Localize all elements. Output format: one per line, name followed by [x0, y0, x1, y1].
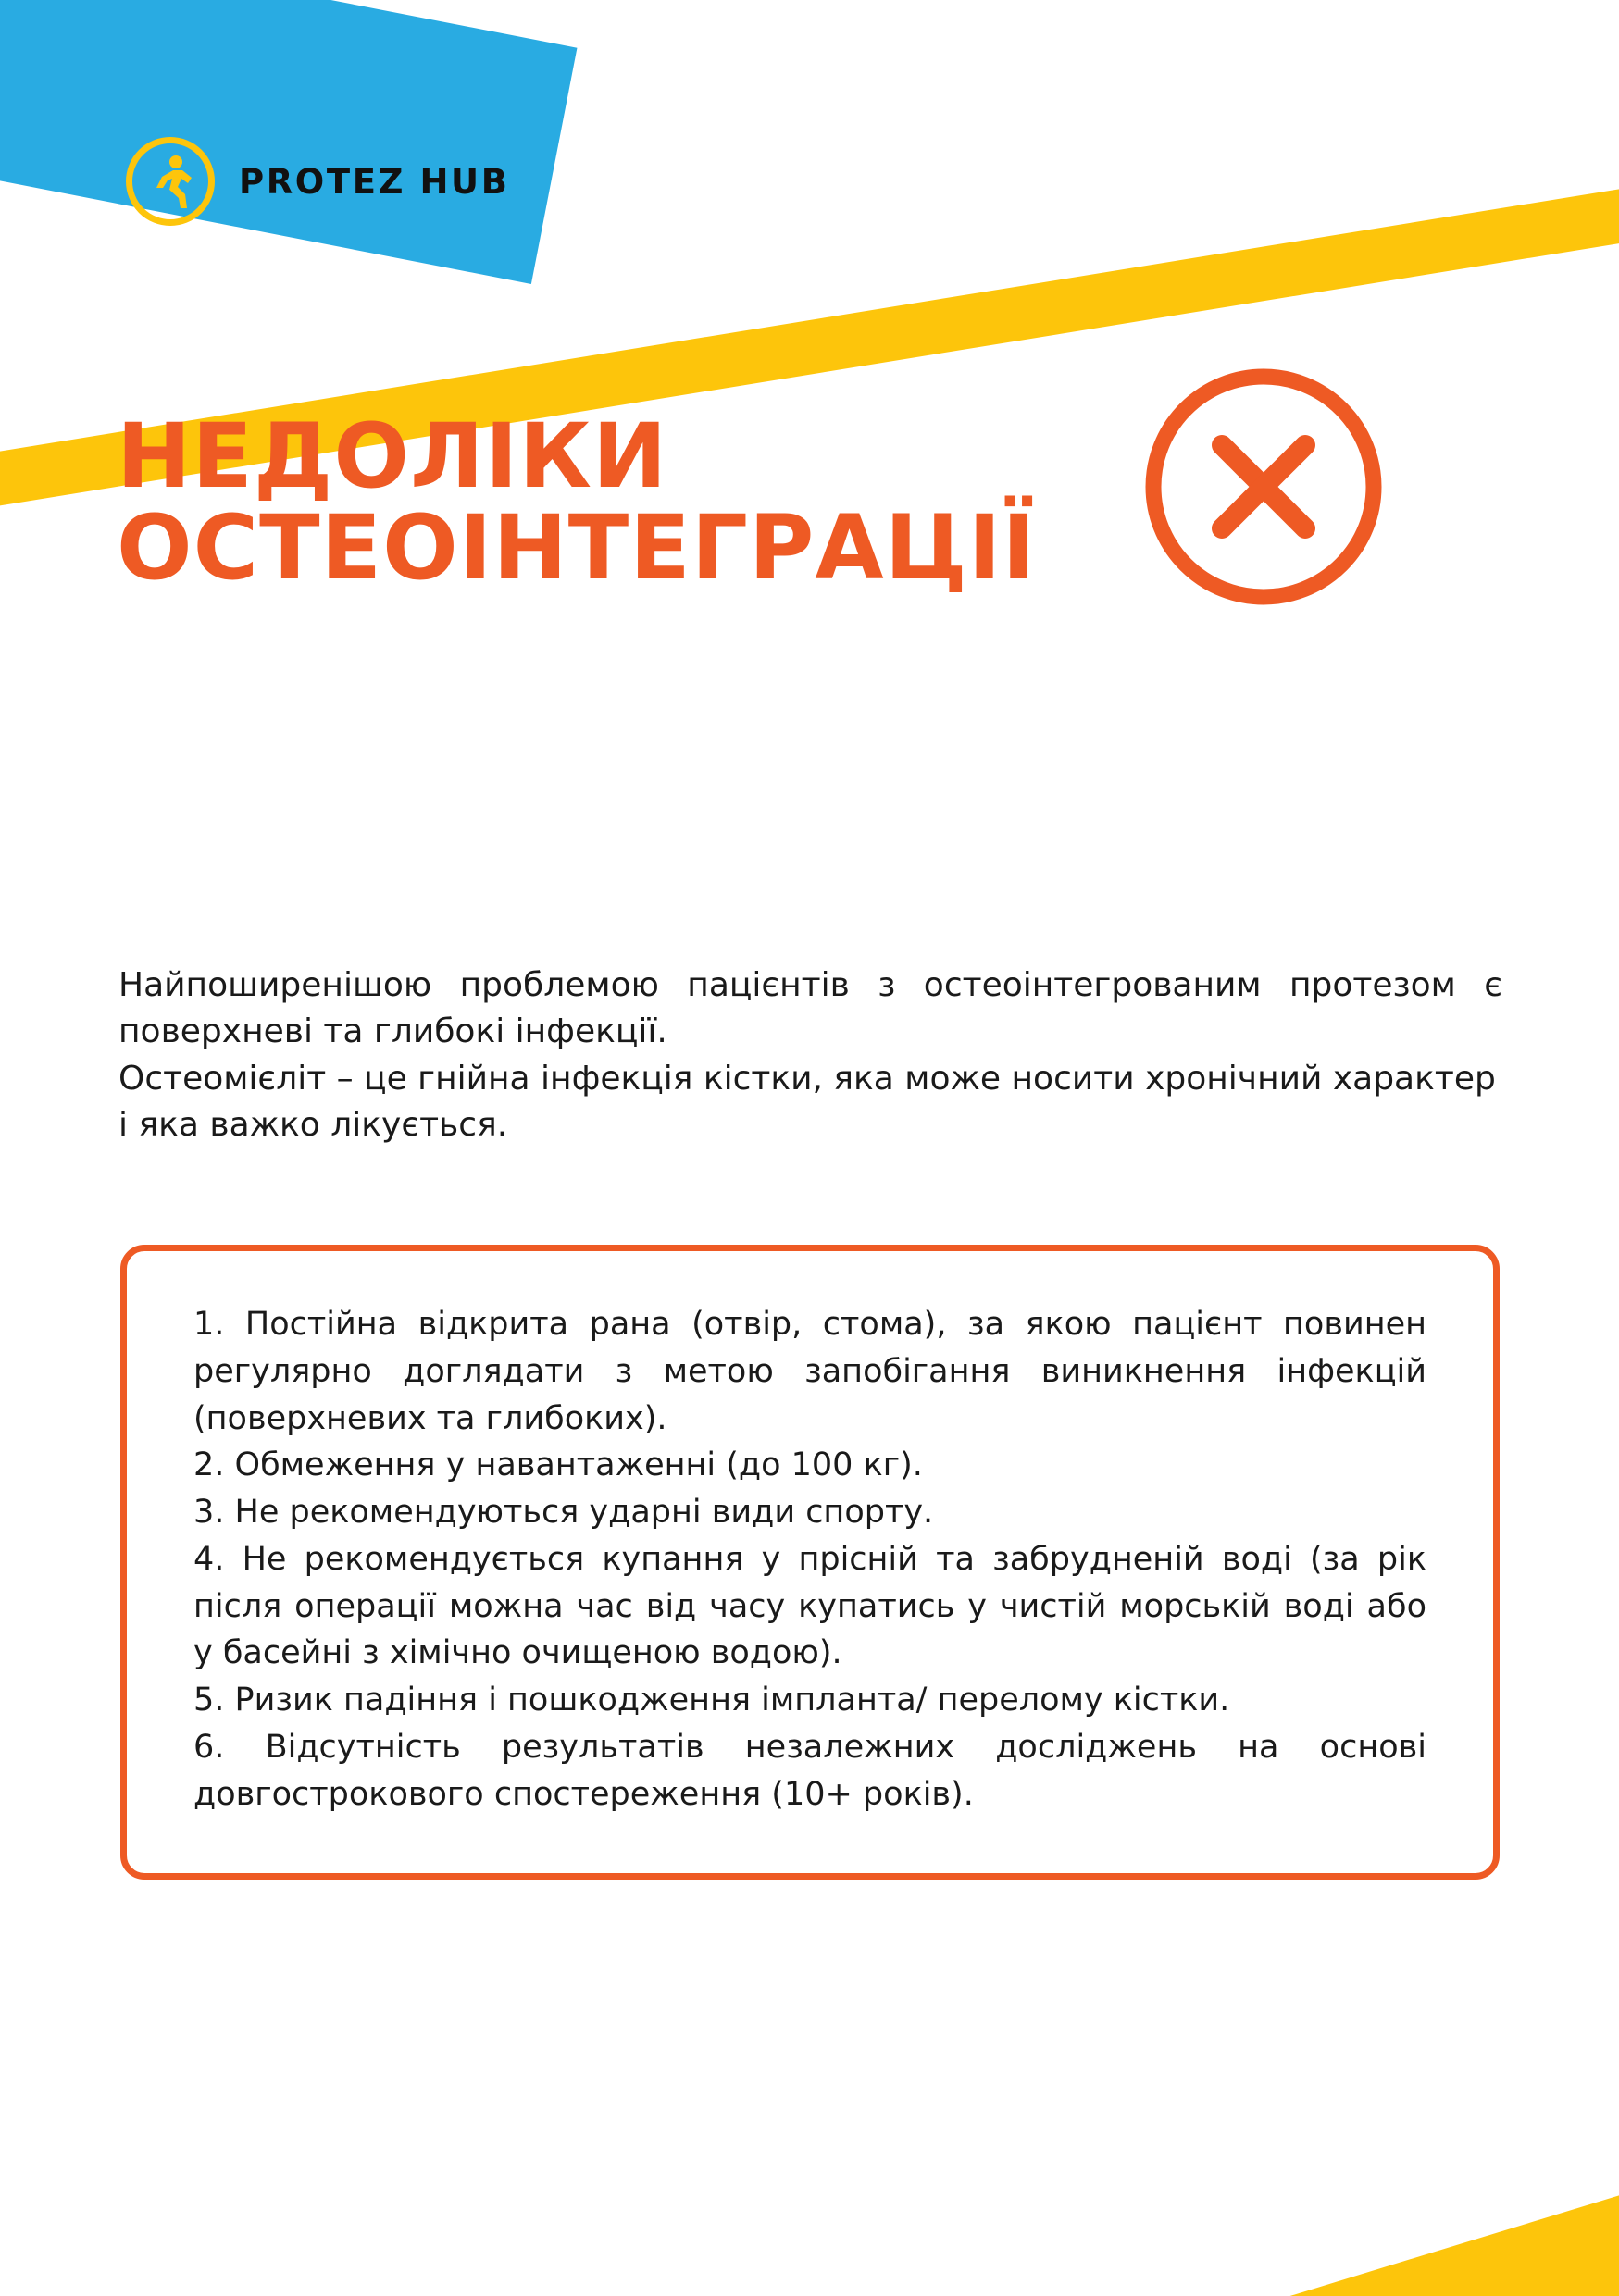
list-item: 4. Не рекомендується купання у прісній та забрудненій воді (за рік після операції можна час від часу купатись у чистій морській воді або у басейні з хімічно очищеною водою).	[193, 1540, 1426, 1672]
page-title-line-1: НЕДОЛІКИ	[117, 404, 668, 509]
list-item: 3. Не рекомендуються ударні види спорту.	[193, 1494, 934, 1531]
running-person-prosthesis-icon	[126, 137, 215, 226]
list-item: 5. Ризик падіння і пошкодження імпланта/ перелому кістки.	[193, 1682, 1230, 1719]
list-item: 1. Постійна відкрита рана (отвір, стома), за якою пацієнт повинен регулярно доглядати з метою запобігання виникнення інфекцій (поверхневих та глибоких).	[193, 1306, 1426, 1437]
brand-lockup	[126, 137, 510, 226]
decorative-yellow-corner	[908, 2169, 1619, 2296]
intro-paragraph-1: Найпоширенішою проблемою пацієнтів з остеоінтегрованим протезом є поверхневі та глибокі інфекції.	[118, 966, 1502, 1050]
page-title	[117, 404, 1061, 601]
drawbacks-list	[193, 1301, 1426, 1818]
circle-x-icon	[1138, 361, 1389, 613]
intro-text	[118, 962, 1502, 1148]
intro-paragraph-2: Остеомієліт – це гнійна інфекція кістки, яка може носити хронічний характер і яка важко лікується.	[118, 1060, 1496, 1145]
list-item: 6. Відсутність результатів незалежних досліджень на основі довгострокового спостереження (10+ років).	[193, 1728, 1426, 1813]
brand-name: PROTEZ HUB	[239, 161, 510, 202]
list-item: 2. Обмеження у навантаженні (до 100 кг).	[193, 1446, 923, 1484]
drawbacks-list-card	[120, 1245, 1500, 1880]
page-title-line-2: ОСТЕОІНТЕГРАЦІЇ	[117, 496, 1037, 601]
